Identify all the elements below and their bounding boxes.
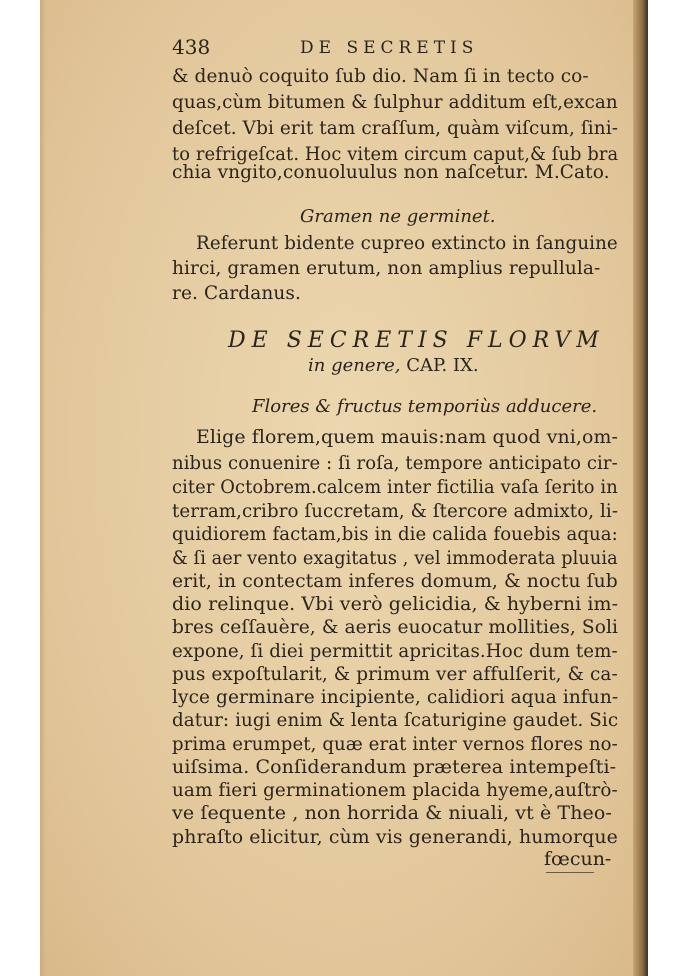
page-number: 438 [172,35,211,59]
text-line: uiſsima. Conſiderandum præterea intempeſti- [172,756,617,778]
text-line: terram,cribro ſuccretam, & ſtercore admixto, li- [172,500,619,522]
text-line: re. Cardanus. [172,283,301,304]
text-line: chia vngito,conuoluulus non naſcetur. M.Cato. [172,162,610,183]
chapter-subtitle-italic: in genere, [308,355,401,376]
section-heading: Flores & fructus temporiùs adducere. [252,396,598,417]
page-edge-shadow [40,0,46,976]
text-line: citer Octobrem.calcem inter fictilia vaſa ſerito in [172,476,618,498]
text-line: nibus conuenire : ſi roſa, tempore anticipato cir- [172,452,618,474]
binding-gutter [633,0,648,976]
running-title: DE SECRETIS [300,38,479,58]
text-line: to refrigeſcat. Hoc vitem circum caput,& ſub bra [172,144,619,165]
catchword-underline [546,872,594,873]
section-heading: Gramen ne germinet. [300,206,496,227]
text-line: & denuò coquito ſub dio. Nam ſi in tecto co- [172,66,589,87]
text-line: datur: iugi enim & lenta ſcaturigine gaudet. Sic [172,709,619,731]
text-line: Referunt bidente cupreo extincto in ſanguine [196,233,618,254]
text-line: ve ſequente , non horrida & niuali, vt è Theo- [172,802,612,824]
chapter-title: DE SECRETIS FLORVM [228,328,605,353]
text-line: quas,cùm bitumen & ſulphur additum eſt,excan [172,92,618,113]
chapter-number: CAP. IX. [406,355,479,376]
text-line: phraſto elicitur, cùm vis generandi, humorque [172,826,618,848]
chapter-subtitle [308,355,479,376]
text-line: lyce germinare incipiente, calidiori aqua infun- [172,686,619,708]
text-line: dio relinque. Vbi verò gelicidia, & hyberni im- [172,593,619,615]
text-line: deſcet. Vbi erit tam craſſum, quàm viſcum, ſini- [172,118,619,139]
text-line: Elige florem,quem mauis:nam quod vni,om- [196,426,618,448]
text-line: prima erumpet, quæ erat inter vernos flores no- [172,733,618,755]
text-line: bres ceſſauère, & aeris euocatur mollities, Soli [172,616,619,638]
text-line: erit, in contectam inferes domum, & noctu ſub [172,570,618,592]
text-line: hirci, gramen erutum, non amplius repullula- [172,258,601,279]
catchword: fœcun- [544,848,612,870]
text-line: uam fieri germinationem placida hyeme,auſtrò- [172,779,618,801]
text-line: quidiorem factam,bis in die calida fouebis aqua: [172,523,618,545]
text-line: pus expoſtularit, & primum ver affulſerit, & ca- [172,663,618,685]
text-line: & ſi aer vento exagitatus , vel immoderata pluuia [172,547,618,569]
text-line: expone, ſi diei permittit apricitas.Hoc dum tem- [172,640,618,662]
